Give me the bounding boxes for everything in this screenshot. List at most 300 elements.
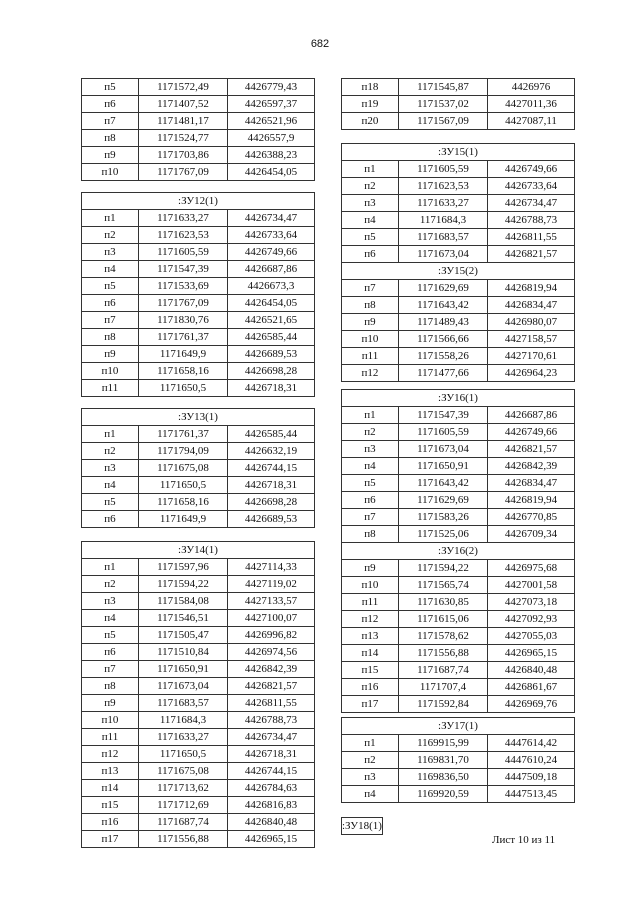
table-row bbox=[82, 261, 315, 278]
x-coordinate: 1171630,85 bbox=[399, 594, 488, 611]
table-row bbox=[82, 210, 315, 227]
table-row bbox=[82, 227, 315, 244]
x-coordinate: 1171687,74 bbox=[399, 662, 488, 679]
x-coordinate: 1171633,27 bbox=[139, 210, 228, 227]
x-coordinate: 1171767,09 bbox=[139, 295, 228, 312]
point-id: п9 bbox=[342, 560, 399, 577]
x-coordinate: 1171594,22 bbox=[139, 576, 228, 593]
y-coordinate: 4426689,53 bbox=[228, 346, 315, 363]
section-title: :ЗУ17(1) bbox=[342, 718, 575, 735]
y-coordinate: 4427158,57 bbox=[488, 331, 575, 348]
coordinates-table bbox=[341, 817, 383, 835]
table-row bbox=[342, 348, 575, 365]
table-row bbox=[82, 746, 315, 763]
x-coordinate: 1171675,08 bbox=[139, 763, 228, 780]
y-coordinate: 4426842,39 bbox=[488, 458, 575, 475]
point-id: п19 bbox=[342, 96, 399, 113]
x-coordinate: 1171673,04 bbox=[399, 441, 488, 458]
point-id: п6 bbox=[82, 511, 139, 528]
table-row bbox=[82, 443, 315, 460]
table-row bbox=[342, 492, 575, 509]
point-id: п7 bbox=[82, 312, 139, 329]
point-id: п7 bbox=[342, 509, 399, 526]
x-coordinate: 1171578,62 bbox=[399, 628, 488, 645]
table-row bbox=[342, 628, 575, 645]
point-id: п5 bbox=[342, 475, 399, 492]
x-coordinate: 1171650,5 bbox=[139, 477, 228, 494]
coordinates-table bbox=[341, 78, 575, 130]
y-coordinate: 4426976 bbox=[488, 79, 575, 96]
y-coordinate: 4426734,47 bbox=[228, 729, 315, 746]
x-coordinate: 1171761,37 bbox=[139, 426, 228, 443]
x-coordinate: 1171675,08 bbox=[139, 460, 228, 477]
point-id: п12 bbox=[342, 365, 399, 382]
section-title: :ЗУ15(2) bbox=[342, 263, 575, 280]
point-id: п5 bbox=[82, 79, 139, 96]
table-row bbox=[82, 494, 315, 511]
y-coordinate: 4426597,37 bbox=[228, 96, 315, 113]
point-id: п3 bbox=[342, 441, 399, 458]
section-title: :ЗУ12(1) bbox=[82, 193, 315, 210]
point-id: п5 bbox=[82, 494, 139, 511]
y-coordinate: 4426687,86 bbox=[488, 407, 575, 424]
x-coordinate: 1171583,26 bbox=[399, 509, 488, 526]
section-header-row bbox=[342, 263, 575, 280]
y-coordinate: 4426770,85 bbox=[488, 509, 575, 526]
y-coordinate: 4426733,64 bbox=[488, 178, 575, 195]
table-row bbox=[342, 195, 575, 212]
x-coordinate: 1171615,06 bbox=[399, 611, 488, 628]
table-row bbox=[342, 407, 575, 424]
x-coordinate: 1171830,76 bbox=[139, 312, 228, 329]
point-id: п6 bbox=[342, 246, 399, 263]
table-row bbox=[342, 475, 575, 492]
y-coordinate: 4426965,15 bbox=[228, 831, 315, 848]
y-coordinate: 4426388,23 bbox=[228, 147, 315, 164]
point-id: п2 bbox=[342, 178, 399, 195]
y-coordinate: 4426689,53 bbox=[228, 511, 315, 528]
point-id: п4 bbox=[342, 786, 399, 803]
x-coordinate: 1169915,99 bbox=[399, 735, 488, 752]
y-coordinate: 4426819,94 bbox=[488, 280, 575, 297]
section-header-row bbox=[342, 818, 383, 835]
point-id: п11 bbox=[342, 594, 399, 611]
point-id: п8 bbox=[82, 329, 139, 346]
y-coordinate: 4426821,57 bbox=[228, 678, 315, 695]
table-row bbox=[342, 611, 575, 628]
y-coordinate: 4426718,31 bbox=[228, 477, 315, 494]
y-coordinate: 4426975,68 bbox=[488, 560, 575, 577]
table-row bbox=[82, 312, 315, 329]
point-id: п2 bbox=[82, 443, 139, 460]
point-id: п1 bbox=[82, 559, 139, 576]
section-header-row bbox=[82, 542, 315, 559]
x-coordinate: 1171712,69 bbox=[139, 797, 228, 814]
y-coordinate: 4447509,18 bbox=[488, 769, 575, 786]
table-row bbox=[342, 229, 575, 246]
table-row bbox=[82, 695, 315, 712]
point-id: п3 bbox=[82, 244, 139, 261]
y-coordinate: 4426816,83 bbox=[228, 797, 315, 814]
section-title: :ЗУ18(1) bbox=[342, 818, 383, 835]
point-id: п5 bbox=[82, 627, 139, 644]
point-id: п9 bbox=[82, 695, 139, 712]
point-id: п6 bbox=[82, 295, 139, 312]
section-header-row bbox=[342, 390, 575, 407]
x-coordinate: 1171643,42 bbox=[399, 475, 488, 492]
table-row bbox=[82, 763, 315, 780]
x-coordinate: 1171649,9 bbox=[139, 346, 228, 363]
x-coordinate: 1171556,88 bbox=[399, 645, 488, 662]
y-coordinate: 4447610,24 bbox=[488, 752, 575, 769]
y-coordinate: 4426698,28 bbox=[228, 494, 315, 511]
y-coordinate: 4426834,47 bbox=[488, 297, 575, 314]
table-row bbox=[82, 244, 315, 261]
x-coordinate: 1171537,02 bbox=[399, 96, 488, 113]
x-coordinate: 1171505,47 bbox=[139, 627, 228, 644]
section-title: :ЗУ16(1) bbox=[342, 390, 575, 407]
point-id: п10 bbox=[342, 331, 399, 348]
x-coordinate: 1171649,9 bbox=[139, 511, 228, 528]
point-id: п13 bbox=[342, 628, 399, 645]
table-row bbox=[342, 246, 575, 263]
point-id: п1 bbox=[82, 210, 139, 227]
coordinates-table bbox=[341, 389, 575, 713]
point-id: п11 bbox=[82, 380, 139, 397]
x-coordinate: 1171650,91 bbox=[139, 661, 228, 678]
y-coordinate: 4426784,63 bbox=[228, 780, 315, 797]
point-id: п10 bbox=[82, 363, 139, 380]
table-row bbox=[342, 161, 575, 178]
x-coordinate: 1171592,84 bbox=[399, 696, 488, 713]
table-row bbox=[342, 679, 575, 696]
coordinates-table bbox=[81, 78, 315, 181]
table-row bbox=[342, 662, 575, 679]
table-row bbox=[342, 314, 575, 331]
y-coordinate: 4427133,57 bbox=[228, 593, 315, 610]
x-coordinate: 1171546,51 bbox=[139, 610, 228, 627]
x-coordinate: 1171713,62 bbox=[139, 780, 228, 797]
x-coordinate: 1169836,50 bbox=[399, 769, 488, 786]
x-coordinate: 1171545,87 bbox=[399, 79, 488, 96]
y-coordinate: 4427011,36 bbox=[488, 96, 575, 113]
point-id: п7 bbox=[342, 280, 399, 297]
point-id: п3 bbox=[342, 195, 399, 212]
table-row bbox=[342, 280, 575, 297]
x-coordinate: 1171597,96 bbox=[139, 559, 228, 576]
point-id: п8 bbox=[82, 678, 139, 695]
table-row bbox=[342, 331, 575, 348]
table-row bbox=[82, 780, 315, 797]
y-coordinate: 4426521,96 bbox=[228, 113, 315, 130]
point-id: п1 bbox=[342, 161, 399, 178]
x-coordinate: 1171510,84 bbox=[139, 644, 228, 661]
x-coordinate: 1171643,42 bbox=[399, 297, 488, 314]
x-coordinate: 1171761,37 bbox=[139, 329, 228, 346]
table-row bbox=[342, 113, 575, 130]
x-coordinate: 1171684,3 bbox=[139, 712, 228, 729]
table-row bbox=[342, 786, 575, 803]
point-id: п10 bbox=[82, 712, 139, 729]
x-coordinate: 1171565,74 bbox=[399, 577, 488, 594]
y-coordinate: 4426996,82 bbox=[228, 627, 315, 644]
x-coordinate: 1171683,57 bbox=[399, 229, 488, 246]
y-coordinate: 4426733,64 bbox=[228, 227, 315, 244]
y-coordinate: 4426811,55 bbox=[488, 229, 575, 246]
y-coordinate: 4426974,56 bbox=[228, 644, 315, 661]
x-coordinate: 1171489,43 bbox=[399, 314, 488, 331]
table-row bbox=[82, 113, 315, 130]
section-header-row bbox=[342, 543, 575, 560]
x-coordinate: 1171767,09 bbox=[139, 164, 228, 181]
point-id: п9 bbox=[82, 147, 139, 164]
point-id: п11 bbox=[342, 348, 399, 365]
point-id: п12 bbox=[82, 746, 139, 763]
point-id: п2 bbox=[82, 227, 139, 244]
table-row bbox=[82, 460, 315, 477]
x-coordinate: 1171481,17 bbox=[139, 113, 228, 130]
point-id: п5 bbox=[82, 278, 139, 295]
point-id: п14 bbox=[82, 780, 139, 797]
x-coordinate: 1171547,39 bbox=[139, 261, 228, 278]
point-id: п1 bbox=[82, 426, 139, 443]
y-coordinate: 4426698,28 bbox=[228, 363, 315, 380]
x-coordinate: 1171633,27 bbox=[139, 729, 228, 746]
y-coordinate: 4427092,93 bbox=[488, 611, 575, 628]
point-id: п20 bbox=[342, 113, 399, 130]
x-coordinate: 1171623,53 bbox=[399, 178, 488, 195]
y-coordinate: 4426718,31 bbox=[228, 746, 315, 763]
point-id: п14 bbox=[342, 645, 399, 662]
table-row bbox=[82, 559, 315, 576]
y-coordinate: 4426585,44 bbox=[228, 329, 315, 346]
y-coordinate: 4426744,15 bbox=[228, 763, 315, 780]
point-id: п4 bbox=[82, 261, 139, 278]
point-id: п6 bbox=[82, 96, 139, 113]
y-coordinate: 4447513,45 bbox=[488, 786, 575, 803]
table-row bbox=[82, 831, 315, 848]
x-coordinate: 1169920,59 bbox=[399, 786, 488, 803]
x-coordinate: 1171658,16 bbox=[139, 363, 228, 380]
x-coordinate: 1171524,77 bbox=[139, 130, 228, 147]
y-coordinate: 4426709,34 bbox=[488, 526, 575, 543]
y-coordinate: 4426819,94 bbox=[488, 492, 575, 509]
y-coordinate: 4426749,66 bbox=[488, 161, 575, 178]
table-row bbox=[342, 594, 575, 611]
x-coordinate: 1171683,57 bbox=[139, 695, 228, 712]
x-coordinate: 1171558,26 bbox=[399, 348, 488, 365]
table-row bbox=[342, 365, 575, 382]
point-id: п4 bbox=[342, 458, 399, 475]
x-coordinate: 1171687,74 bbox=[139, 814, 228, 831]
y-coordinate: 4426673,3 bbox=[228, 278, 315, 295]
table-row bbox=[82, 678, 315, 695]
point-id: п2 bbox=[82, 576, 139, 593]
table-row bbox=[342, 696, 575, 713]
point-id: п8 bbox=[342, 297, 399, 314]
point-id: п7 bbox=[82, 661, 139, 678]
y-coordinate: 4426842,39 bbox=[228, 661, 315, 678]
x-coordinate: 1171567,09 bbox=[399, 113, 488, 130]
y-coordinate: 4426632,19 bbox=[228, 443, 315, 460]
coordinates-table bbox=[81, 541, 315, 848]
x-coordinate: 1171794,09 bbox=[139, 443, 228, 460]
y-coordinate: 4426585,44 bbox=[228, 426, 315, 443]
x-coordinate: 1171684,3 bbox=[399, 212, 488, 229]
table-row bbox=[82, 576, 315, 593]
table-row bbox=[82, 814, 315, 831]
y-coordinate: 4427119,02 bbox=[228, 576, 315, 593]
x-coordinate: 1171605,59 bbox=[399, 424, 488, 441]
point-id: п6 bbox=[82, 644, 139, 661]
y-coordinate: 4426788,73 bbox=[228, 712, 315, 729]
table-row bbox=[82, 712, 315, 729]
x-coordinate: 1171658,16 bbox=[139, 494, 228, 511]
table-row bbox=[82, 797, 315, 814]
y-coordinate: 4447614,42 bbox=[488, 735, 575, 752]
point-id: п10 bbox=[342, 577, 399, 594]
table-row bbox=[342, 441, 575, 458]
table-row bbox=[342, 645, 575, 662]
y-coordinate: 4426779,43 bbox=[228, 79, 315, 96]
page-number: 682 bbox=[310, 38, 330, 50]
y-coordinate: 4426821,57 bbox=[488, 441, 575, 458]
table-row bbox=[82, 79, 315, 96]
table-row bbox=[342, 526, 575, 543]
point-id: п16 bbox=[342, 679, 399, 696]
table-row bbox=[82, 477, 315, 494]
y-coordinate: 4426734,47 bbox=[488, 195, 575, 212]
y-coordinate: 4426454,05 bbox=[228, 295, 315, 312]
table-row bbox=[82, 346, 315, 363]
x-coordinate: 1171707,4 bbox=[399, 679, 488, 696]
coordinates-table bbox=[81, 192, 315, 397]
table-row bbox=[342, 424, 575, 441]
table-row bbox=[82, 130, 315, 147]
table-row bbox=[82, 426, 315, 443]
y-coordinate: 4427055,03 bbox=[488, 628, 575, 645]
x-coordinate: 1171547,39 bbox=[399, 407, 488, 424]
y-coordinate: 4426821,57 bbox=[488, 246, 575, 263]
section-header-row bbox=[342, 718, 575, 735]
x-coordinate: 1171594,22 bbox=[399, 560, 488, 577]
y-coordinate: 4427100,07 bbox=[228, 610, 315, 627]
point-id: п17 bbox=[82, 831, 139, 848]
section-title: :ЗУ16(2) bbox=[342, 543, 575, 560]
y-coordinate: 4426521,65 bbox=[228, 312, 315, 329]
point-id: п10 bbox=[82, 164, 139, 181]
section-title: :ЗУ13(1) bbox=[82, 409, 315, 426]
point-id: п2 bbox=[342, 752, 399, 769]
x-coordinate: 1171533,69 bbox=[139, 278, 228, 295]
section-title: :ЗУ14(1) bbox=[82, 542, 315, 559]
table-row bbox=[342, 458, 575, 475]
y-coordinate: 4426788,73 bbox=[488, 212, 575, 229]
table-row bbox=[82, 661, 315, 678]
coordinates-table bbox=[81, 408, 315, 528]
table-row bbox=[82, 164, 315, 181]
y-coordinate: 4426861,67 bbox=[488, 679, 575, 696]
x-coordinate: 1169831,70 bbox=[399, 752, 488, 769]
table-row bbox=[342, 79, 575, 96]
point-id: п4 bbox=[82, 610, 139, 627]
coordinates-table bbox=[341, 143, 575, 382]
point-id: п3 bbox=[82, 460, 139, 477]
point-id: п2 bbox=[342, 424, 399, 441]
y-coordinate: 4427170,61 bbox=[488, 348, 575, 365]
sheet-footer: Лист 10 из 11 bbox=[492, 834, 556, 846]
section-header-row bbox=[82, 409, 315, 426]
point-id: п5 bbox=[342, 229, 399, 246]
point-id: п3 bbox=[342, 769, 399, 786]
x-coordinate: 1171477,66 bbox=[399, 365, 488, 382]
coordinates-table bbox=[341, 717, 575, 803]
point-id: п7 bbox=[82, 113, 139, 130]
point-id: п15 bbox=[82, 797, 139, 814]
x-coordinate: 1171584,08 bbox=[139, 593, 228, 610]
y-coordinate: 4426980,07 bbox=[488, 314, 575, 331]
x-coordinate: 1171556,88 bbox=[139, 831, 228, 848]
y-coordinate: 4427001,58 bbox=[488, 577, 575, 594]
point-id: п18 bbox=[342, 79, 399, 96]
y-coordinate: 4426749,66 bbox=[228, 244, 315, 261]
table-row bbox=[342, 96, 575, 113]
x-coordinate: 1171629,69 bbox=[399, 492, 488, 509]
point-id: п1 bbox=[342, 407, 399, 424]
y-coordinate: 4426965,15 bbox=[488, 645, 575, 662]
table-row bbox=[82, 147, 315, 164]
point-id: п8 bbox=[342, 526, 399, 543]
y-coordinate: 4426744,15 bbox=[228, 460, 315, 477]
x-coordinate: 1171673,04 bbox=[399, 246, 488, 263]
section-header-row bbox=[342, 144, 575, 161]
point-id: п1 bbox=[342, 735, 399, 752]
table-row bbox=[82, 278, 315, 295]
table-row bbox=[342, 577, 575, 594]
y-coordinate: 4426840,48 bbox=[488, 662, 575, 679]
x-coordinate: 1171572,49 bbox=[139, 79, 228, 96]
table-row bbox=[82, 644, 315, 661]
table-row bbox=[82, 593, 315, 610]
x-coordinate: 1171605,59 bbox=[139, 244, 228, 261]
point-id: п4 bbox=[82, 477, 139, 494]
y-coordinate: 4426687,86 bbox=[228, 261, 315, 278]
table-row bbox=[82, 363, 315, 380]
table-row bbox=[342, 752, 575, 769]
point-id: п11 bbox=[82, 729, 139, 746]
x-coordinate: 1171633,27 bbox=[399, 195, 488, 212]
y-coordinate: 4426749,66 bbox=[488, 424, 575, 441]
table-row bbox=[82, 380, 315, 397]
table-row bbox=[82, 729, 315, 746]
x-coordinate: 1171629,69 bbox=[399, 280, 488, 297]
table-row bbox=[342, 297, 575, 314]
point-id: п12 bbox=[342, 611, 399, 628]
point-id: п17 bbox=[342, 696, 399, 713]
section-title: :ЗУ15(1) bbox=[342, 144, 575, 161]
y-coordinate: 4427114,33 bbox=[228, 559, 315, 576]
y-coordinate: 4427087,11 bbox=[488, 113, 575, 130]
y-coordinate: 4426969,76 bbox=[488, 696, 575, 713]
table-row bbox=[342, 560, 575, 577]
table-row bbox=[82, 96, 315, 113]
table-row bbox=[82, 329, 315, 346]
x-coordinate: 1171407,52 bbox=[139, 96, 228, 113]
table-row bbox=[342, 178, 575, 195]
y-coordinate: 4427073,18 bbox=[488, 594, 575, 611]
point-id: п9 bbox=[82, 346, 139, 363]
point-id: п4 bbox=[342, 212, 399, 229]
